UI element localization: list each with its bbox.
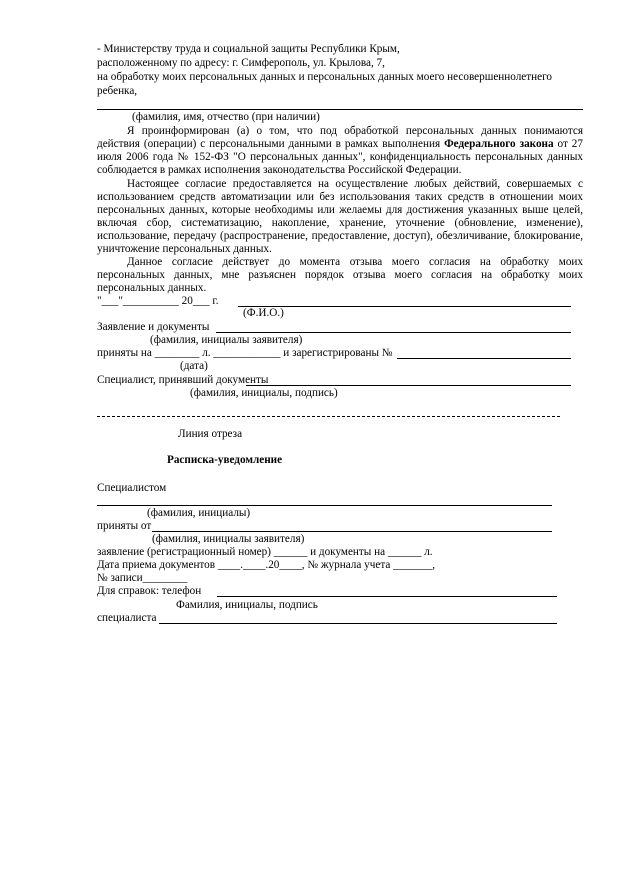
receipt-applicant-field-line[interactable] bbox=[152, 531, 552, 532]
header-line-3: на обработку моих персональных данных и персональных данных моего несовершеннолетнего bbox=[97, 71, 553, 83]
application-label: Заявление и документы bbox=[97, 321, 210, 333]
accepted-line: приняты на ________ л. ____________ и зарегистрированы № bbox=[97, 347, 393, 359]
receipt-date-line: Дата приема документов ____.____.20____, № журнала учета _______, bbox=[97, 559, 436, 571]
fio-field-line[interactable] bbox=[238, 306, 571, 307]
paragraph-consent-duration: Данное согласие действует до момента отзыва моего согласия на обработку моих персональных данных, мне разъяснен порядок отзыва моего согласия на обработку моих персональных данных. bbox=[97, 256, 583, 294]
paragraph-consent-scope: Настоящее согласие предоставляется на осуществление любых действий, совершаемых с использованием средств автоматизации или без использования таких средств в отношении моих персональных данных, которые необходимы или желаемы для достижения указанных выше целей, включая сбор, систематизацию, накопление, хранение, уточнение (обновление, изменение), использование, передачу (распространение, предоставление, доступ), обезличивание, блокирование, уничтожение персональных данных. bbox=[97, 178, 583, 255]
paragraph-information-b: от 27 июля 2006 года № 152-ФЗ "О персональных данных", конфиденциальность персональных данных соблюдается в рамках исполнения законодательства Российской Федерации. bbox=[97, 138, 583, 176]
name-field-line[interactable] bbox=[97, 109, 583, 110]
header-line-4: ребенка, bbox=[97, 85, 138, 97]
receipt-specialist-label: Специалистом bbox=[97, 482, 167, 494]
paragraph-information-bold: Федерального закона bbox=[444, 138, 554, 150]
specialist-caption: (фамилия, инициалы, подпись) bbox=[190, 387, 338, 399]
applicant-field-line[interactable] bbox=[216, 332, 571, 333]
specialist-label: Специалист, принявший документы bbox=[97, 374, 269, 386]
specialist-field-line[interactable] bbox=[246, 385, 571, 386]
paragraph-information bbox=[97, 125, 583, 177]
registration-number-line[interactable] bbox=[397, 358, 571, 359]
receipt-statement-line: заявление (регистрационный номер) ______ и документы на ______ л. bbox=[97, 546, 433, 558]
receipt-phone-field-line[interactable] bbox=[217, 596, 557, 597]
cut-line bbox=[97, 416, 560, 417]
receipt-applicant-caption: (фамилия, инициалы заявителя) bbox=[152, 533, 305, 545]
receipt-accepted-from: приняты от bbox=[97, 520, 152, 532]
receipt-specialist-caption: (фамилия, инициалы) bbox=[147, 507, 251, 519]
receipt-signature-field-line[interactable] bbox=[159, 623, 557, 624]
receipt-phone-label: Для справок: телефон bbox=[97, 585, 202, 597]
header-line-2: расположенному по адресу: г. Симферополь, ул. Крылова, 7, bbox=[97, 57, 385, 69]
fio-caption: (Ф.И.О.) bbox=[243, 307, 284, 319]
applicant-caption: (фамилия, инициалы заявителя) bbox=[150, 334, 303, 346]
receipt-title: Расписка-уведомление bbox=[167, 454, 283, 466]
paragraph-information-a: Я проинформирован (а) о том, что под обработкой персональных данных понимаются действия (операции) с персональными данными в рамках выполнения bbox=[97, 125, 583, 150]
date-line: "___"__________ 20___ г. bbox=[97, 295, 219, 307]
cut-line-label: Линия отреза bbox=[178, 428, 243, 440]
receipt-signature-caption: Фамилия, инициалы, подпись bbox=[176, 599, 318, 611]
header-line-1: - Министерству труда и социальной защиты Республики Крым, bbox=[97, 43, 400, 55]
name-caption: (фамилия, имя, отчество (при наличии) bbox=[132, 111, 320, 123]
receipt-record-number: № записи________ bbox=[97, 572, 188, 584]
date-caption: (дата) bbox=[180, 360, 208, 372]
receipt-specialist-field-line[interactable] bbox=[97, 505, 552, 506]
receipt-specialist-word: специалиста bbox=[97, 612, 157, 624]
